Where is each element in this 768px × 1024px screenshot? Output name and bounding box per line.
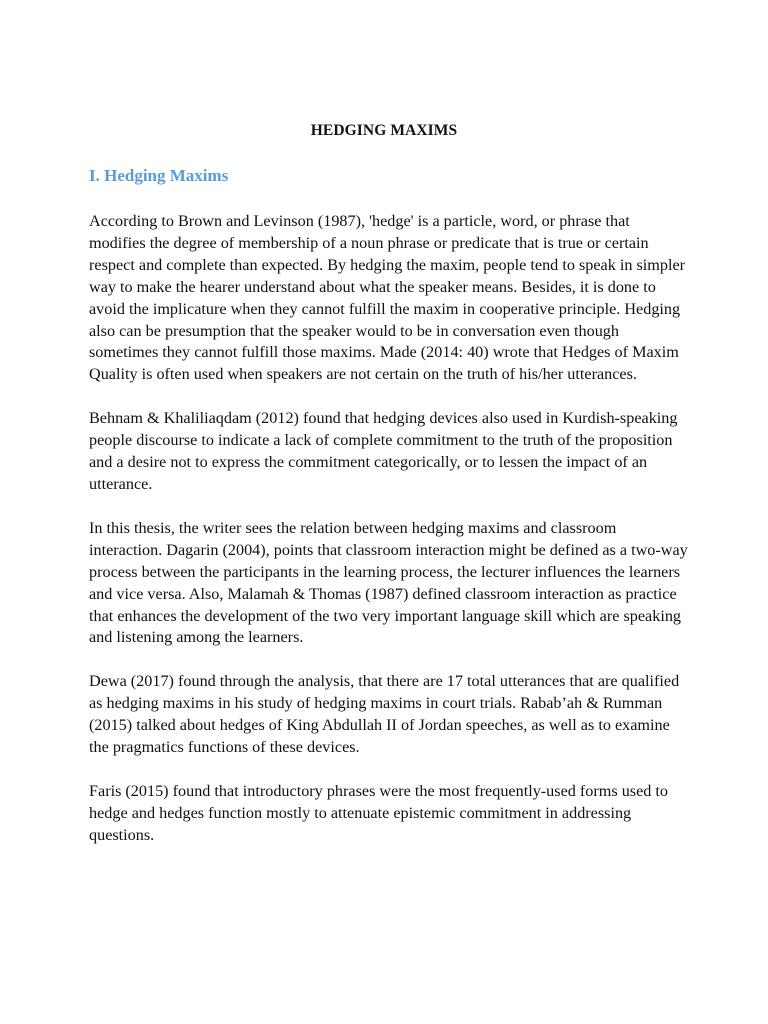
paragraph-1: According to Brown and Levinson (1987), 'hedge' is a particle, word, or phrase that modifies the degree of membership of a noun phrase or predicate that is true or certain respect and complete than expected. By hedging the maxim, people tend to speak in simpler way to make the hearer understand about what the speaker means. Besides, it is done to avoid the implicature when they cannot fulfill the maxim in cooperative principle. Hedging also can be presumption that the speaker would to be in conversation even though sometimes they cannot fulfill those maxims. Made (2014: 40) wrote that Hedges of Maxim Quality is often used when speakers are not certain on the truth of his/her utterances. [89,212,686,384]
paragraph-4: Dewa (2017) found through the analysis, that there are 17 total utterances that are qualified as hedging maxims in his study of hedging maxims in court trials. Rabab’ah & Rumman (2015) talked about hedges of King Abdullah II of Jordan speeches, as well as to examine the pragmatics functions of these devices. [89,672,680,757]
document-body [89,211,689,869]
section-heading: I. Hedging Maxims [89,166,229,185]
paragraph-2: Behnam & Khaliliaqdam (2012) found that hedging devices also used in Kurdish-speaking people discourse to indicate a lack of complete commitment to the truth of the proposition and a desire not to express the commitment categorically, or to lessen the impact of an utterance. [89,409,678,493]
paragraph-5: Faris (2015) found that introductory phrases were the most frequently-used forms used to hedge and hedges function mostly to attenuate epistemic commitment in addressing questions. [89,781,669,844]
document-title: HEDGING MAXIMS [310,122,458,139]
paragraph-3: In this thesis, the writer sees the relation between hedging maxims and classroom interaction. Dagarin (2004), points that classroom interaction might be defined as a two-way process between the participants in the learning process, the lecturer influences the learners and vice versa. Also, Malamah & Thomas (1987) defined classroom interaction as practice that enhances the development of the two very important language skill which are speaking and listening among the learners. [89,518,688,647]
